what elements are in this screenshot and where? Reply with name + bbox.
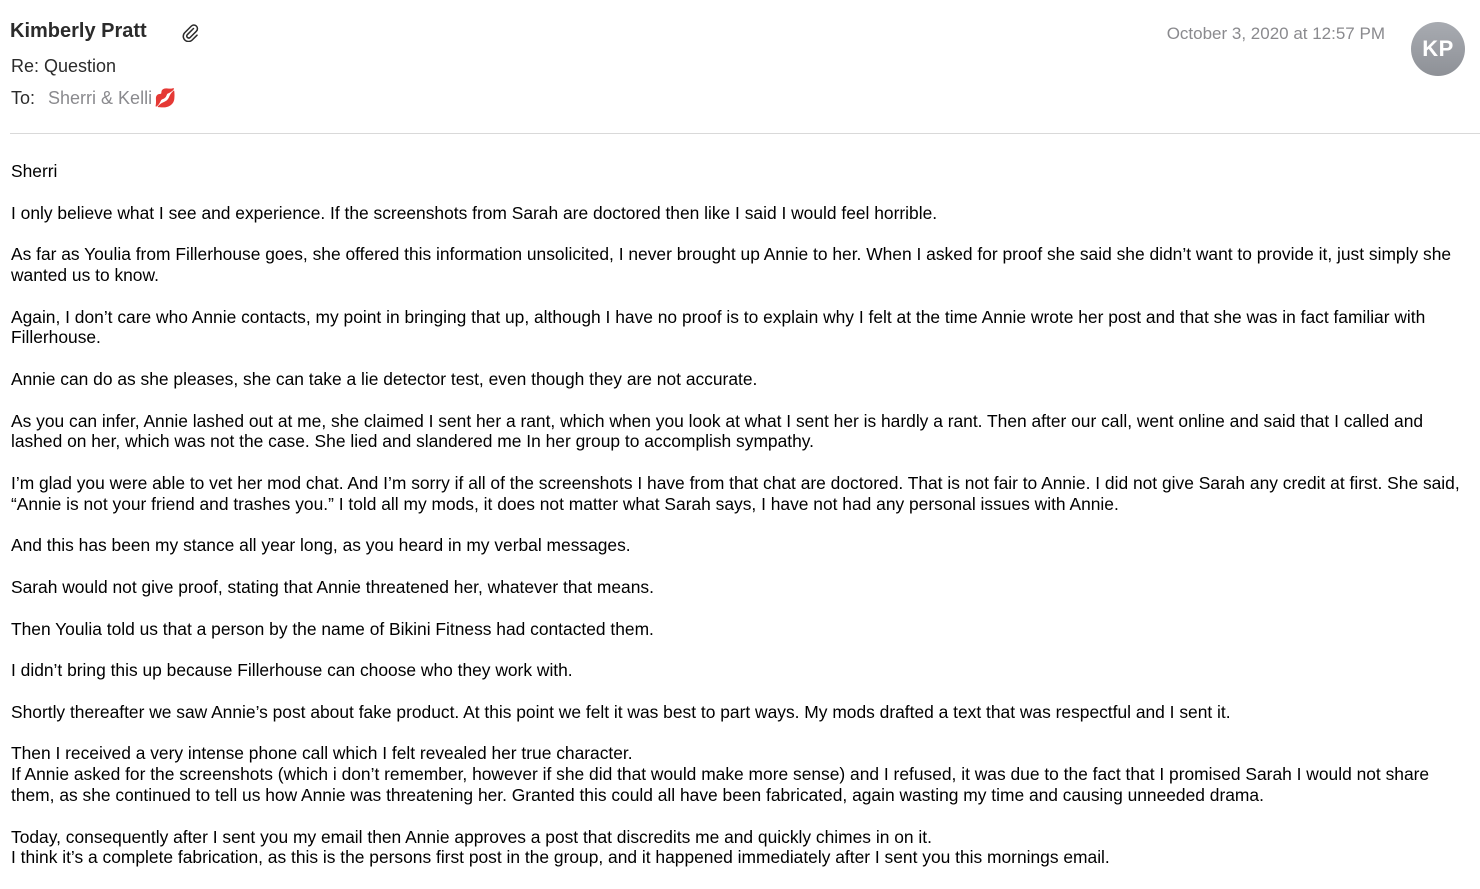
paragraph (11, 244, 1466, 286)
paragraph (11, 743, 1466, 805)
paragraph-line: Then Youlia told us that a person by the name of Bikini Fitness had contacted them. (11, 618, 654, 639)
paragraph-line: I’m glad you were able to vet her mod chat. And I’m sorry if all of the screenshots I have from that chat are doctored. That is not fair to Annie. I did not give Sarah any credit at first. She said, “Annie is not your friend and trashes you.” I told all my mods, it does not matter what Sarah says, I have not had any personal issues with Annie. (11, 472, 1460, 514)
kiss-mark-icon: 💋 (154, 88, 177, 108)
to-row (11, 88, 177, 109)
paragraph-line: As you can infer, Annie lashed out at me, she claimed I sent her a rant, which when you look at what I sent her is hardly a rant. Then after our call, went online and said that I called and lashed on her, which was not the case. She lied and slandered me In her group to accomplish sympathy. (11, 410, 1424, 452)
paragraph (11, 660, 1466, 681)
paragraph (11, 827, 1466, 869)
recipients[interactable]: Sherri & Kelli (48, 88, 153, 108)
paragraph (11, 577, 1466, 598)
paragraph-line: I only believe what I see and experience. If the screenshots from Sarah are doctored then like I said I would feel horrible. (11, 202, 938, 223)
paragraph (11, 307, 1466, 349)
paragraph-line: Then I received a very intense phone call which I felt revealed her true character. (11, 743, 633, 764)
paragraph-line: Again, I don’t care who Annie contacts, my point in bringing that up, although I have no proof is to explain why I felt at the time Annie wrote her post and that she was in fact familiar with Fillerhouse. (11, 306, 1426, 348)
paragraph (11, 619, 1466, 640)
paragraph-line: Sherri (11, 161, 58, 181)
paragraph (11, 702, 1466, 723)
paragraph-line: I didn’t bring this up because Fillerhouse can choose who they work with. (11, 660, 573, 681)
paragraph (11, 161, 1466, 182)
paragraph (11, 473, 1466, 515)
paragraph-line: Annie can do as she pleases, she can take a lie detector test, even though they are not accurate. (11, 368, 758, 389)
email-date: October 3, 2020 at 12:57 PM (1166, 24, 1385, 43)
paragraph (11, 411, 1466, 453)
avatar[interactable]: KP (1411, 22, 1465, 76)
email-header (0, 0, 1480, 134)
paragraph (11, 535, 1466, 556)
paragraph-line: And this has been my stance all year long, as you heard in my verbal messages. (11, 535, 631, 556)
sender-name[interactable]: Kimberly Pratt (10, 20, 147, 42)
paragraph (11, 369, 1466, 390)
paragraph-line: Shortly thereafter we saw Annie’s post about fake product. At this point we felt it was best to part ways. My mods drafted a text that was respectful and I sent it. (11, 701, 1231, 722)
paragraph-line: Sarah would not give proof, stating that Annie threatened her, whatever that means. (11, 576, 654, 597)
paragraph-line: Today, consequently after I sent you my email then Annie approves a post that discredits me and quickly chimes in on it. (11, 826, 932, 847)
header-divider (10, 133, 1480, 134)
to-label: To: (11, 88, 36, 108)
paperclip-icon[interactable] (181, 22, 199, 42)
paragraph-line: If Annie asked for the screenshots (which i don’t remember, however if she did that would make more sense) and I refused, it was due to the fact that I promised Sarah I would not share them, as she continued to tell us how Annie was threatening her. Granted this could all have been fabricated, again wasting my time and causing unneeded drama. (11, 764, 1430, 805)
email-subject: Re: Question (11, 56, 117, 76)
paragraph (11, 203, 1466, 224)
paragraph-line: I think it’s a complete fabrication, as this is the persons first post in the group, and it happened immediately after I sent you this mornings email. (11, 847, 1110, 868)
email-body (11, 161, 1466, 889)
paragraph-line: As far as Youlia from Fillerhouse goes, she offered this information unsolicited, I never brought up Annie to her. When I asked for proof she said she didn’t want to provide it, just simply she wanted us to know. (11, 244, 1452, 285)
